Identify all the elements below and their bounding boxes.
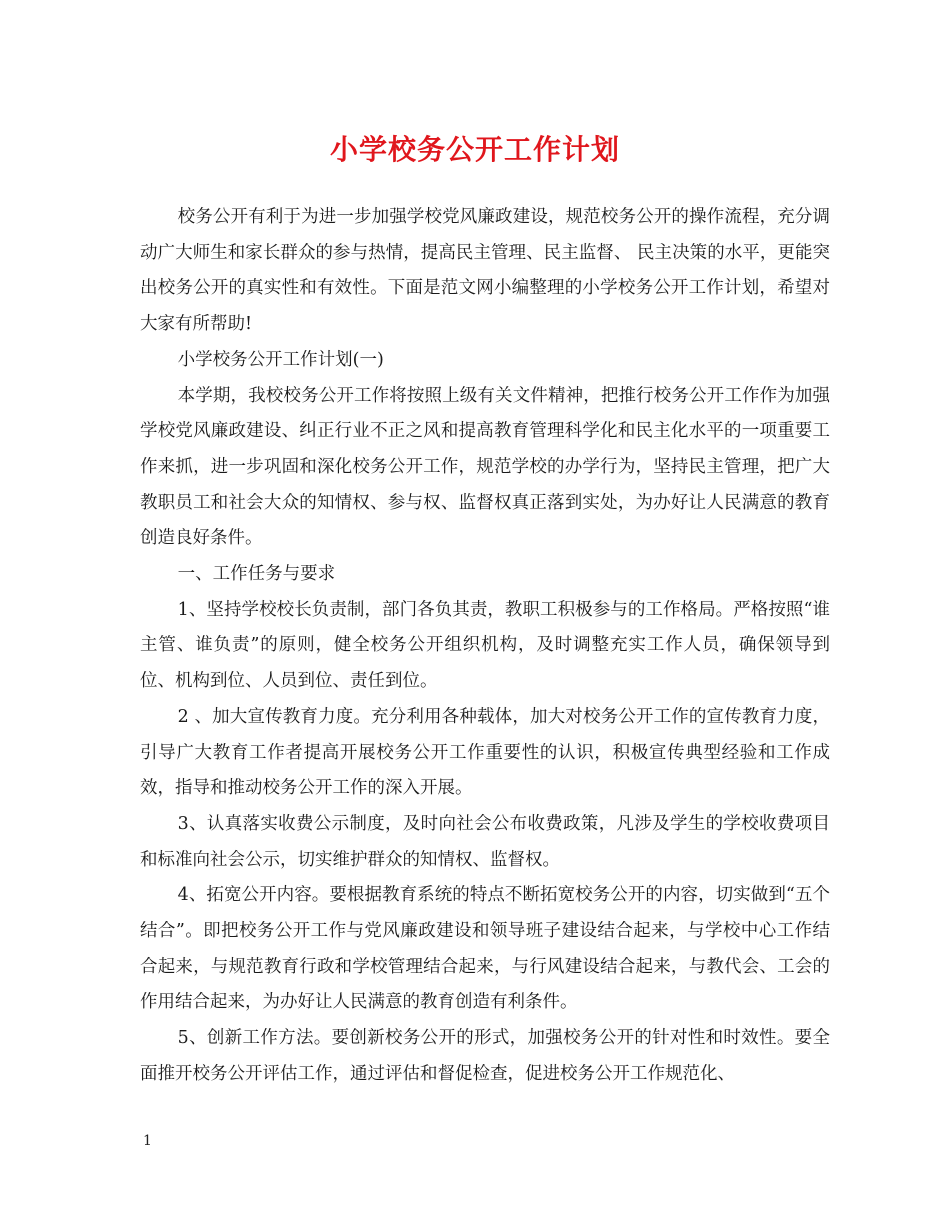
task-item-4: 4、拓宽公开内容。要根据教育系统的特点不断拓宽校务公开的内容，切实做到“五个结合”。即把校务公开工作与党风廉政建设和领导班子建设结合起来，与学校中心工作结合起来，与规范教育行政和学校管理结合起来，与行风建设结合起来，与教代会、工会的作用结合起来，为办好让人民满意的教育创造有利条件。 <box>140 885 830 1013</box>
section-heading-plan-one: 小学校务公开工作计划(一) <box>177 349 384 370</box>
section-heading-tasks: 一、工作任务与要求 <box>177 564 336 585</box>
task-item-1: 1、坚持学校校长负责制，部门各负其责，教职工积极参与的工作格局。严格按照“谁主管、谁负责”的原则，健全校务公开组织机构，及时调整充实工作人员，确保领导到位、机构到位、人员到位、责任到位。 <box>140 599 830 692</box>
document-body <box>140 200 830 1093</box>
task-item-5: 5、创新工作方法。要创新校务公开的形式，加强校务公开的针对性和时效性。要全面推开校务公开评估工作，通过评估和督促检查，促进校务公开工作规范化、 <box>140 1028 830 1084</box>
intro-paragraph: 校务公开有利于为进一步加强学校党风廉政建设，规范校务公开的操作流程，充分调动广大师生和家长群众的参与热情，提高民主管理、民主监督、 民主决策的水平，更能突出校务公开的真实性和有效性。下面是范文网小编整理的小学校务公开工作计划，希望对大家有所帮助! <box>140 207 830 335</box>
task-item-3: 3、认真落实收费公示制度，及时向社会公布收费政策，凡涉及学生的学校收费项目和标准向社会公示，切实维护群众的知情权、监督权。 <box>140 813 830 870</box>
task-item-2: 2 、加大宣传教育力度。充分利用各种载体，加大对校务公开工作的宣传教育力度，引导广大教育工作者提高开展校务公开工作重要性的认识，积极宣传典型经验和工作成效，指导和推动校务公开工作的深入开展。 <box>140 706 830 799</box>
plan-overview-paragraph: 本学期，我校校务公开工作将按照上级有关文件精神，把推行校务公开工作作为加强学校党风廉政建设、纠正行业不正之风和提高教育管理科学化和民主化水平的一项重要工作来抓，进一步巩固和深化校务公开工作，规范学校的办学行为，坚持民主管理，把广大教职员工和社会大众的知情权、参与权、监督权真正落到实处，为办好让人民满意的教育创造良好条件。 <box>140 385 830 549</box>
document-title: 小学校务公开工作计划 <box>329 133 620 166</box>
page-number: 1 <box>143 1133 152 1149</box>
